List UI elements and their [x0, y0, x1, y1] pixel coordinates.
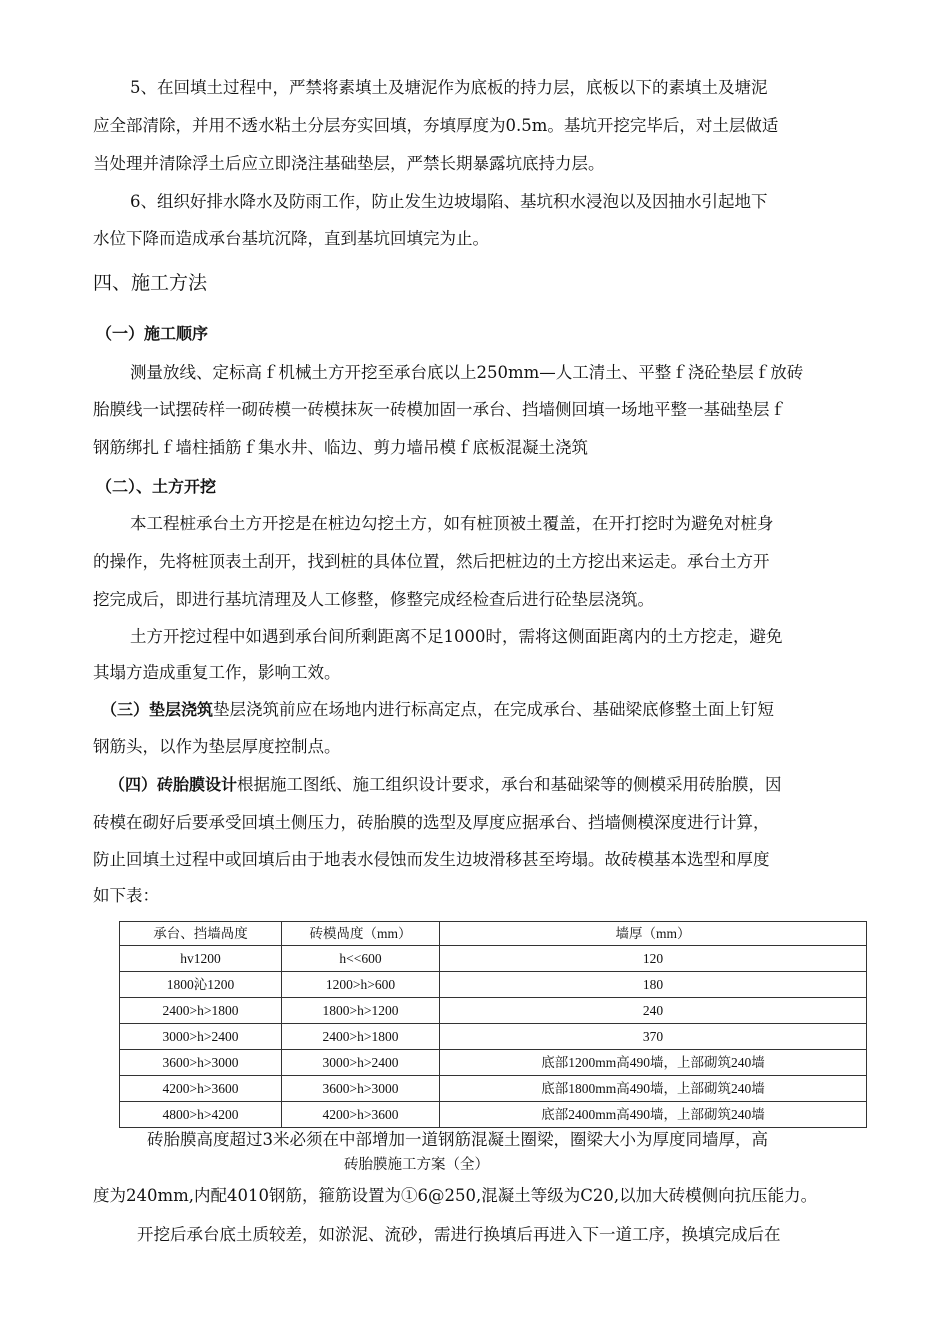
table-header: 砖模咼度（mm）: [282, 922, 440, 946]
table-cell: hv1200: [120, 946, 282, 972]
table-header-row: [120, 922, 867, 946]
table-cell: 180: [440, 972, 867, 998]
table-cell: 2400>h>1800: [282, 1024, 440, 1050]
table-row: [120, 998, 867, 1024]
table-cell: 底部1200mm高490墙，上部砌筑240墙: [440, 1050, 867, 1076]
table-cell: 120: [440, 946, 867, 972]
table-row: [120, 1024, 867, 1050]
sub-heading-3: （三）垫层浇筑: [101, 700, 214, 719]
table-row: [120, 946, 867, 972]
text-line: 水位下降而造成承台基坑沉降，直到基坑回填完为止。: [93, 229, 489, 248]
text-line: 防止回填土过程中或回填后由于地表水侵蚀而发生边坡滑移甚至垮塌。故砖模基本选型和厚度: [93, 850, 770, 869]
text-line: 胎膜线一试摆砖样一砌砖模一砖模抹灰一砖模加固一承台、挡墙侧回填一场地平整一基础垫层ｆ: [93, 400, 786, 419]
text-line: 挖完成后，即进行基坑清理及人工修整，修整完成经检查后进行砼垫层浇筑。: [93, 590, 654, 609]
text-line: 度为240mm,内配4010钢筋，箍筋设置为①6@250,混凝土等级为C20,以加大砖模侧向抗压能力。: [93, 1186, 818, 1205]
paragraph-3: [101, 700, 774, 720]
text-line: 应全部清除，并用不透水粘土分层夯实回填，夯填厚度为0.5m。基坑开挖完毕后，对土层做适: [93, 116, 779, 135]
text-line: 砖胎膜高度超过3米必须在中部增加一道钢筋混凝土圈梁，圈梁大小为厚度同墙厚，高: [147, 1130, 768, 1149]
table-row: [120, 1050, 867, 1076]
text-line: 本工程桩承台土方开挖是在桩边勾挖土方，如有桩顶被土覆盖，在开打挖时为避免对桩身: [130, 514, 774, 533]
table-cell: 3000>h>2400: [282, 1050, 440, 1076]
table-cell: 240: [440, 998, 867, 1024]
table-cell: 370: [440, 1024, 867, 1050]
brick-mold-table: [119, 921, 867, 1128]
table-cell: 3600>h>3000: [120, 1050, 282, 1076]
section-title: 四、施工方法: [93, 272, 208, 294]
table-cell: h<<600: [282, 946, 440, 972]
table-cell: 1200>h>600: [282, 972, 440, 998]
table-cell: 底部1800mm高490墙，上部砌筑240墙: [440, 1076, 867, 1102]
text-line: 6、组织好排水降水及防雨工作，防止发生边坡塌陷、基坑积水浸泡以及因抽水引起地下: [130, 192, 768, 211]
text-line: 测量放线、定标高ｆ机械土方开挖至承台底以上250mm—人工清土、平整ｆ浇砼垫层ｆ放砖: [130, 363, 804, 382]
table-header: 承台、挡墙咼度: [120, 922, 282, 946]
page-footer: 砖胎膜施工方案（全）: [344, 1157, 489, 1173]
text-line: 砖模在砌好后要承受回填土侧压力，砖胎膜的选型及厚度应据承台、挡墙侧模深度进行计算，: [93, 813, 770, 832]
text-line: 土方开挖过程中如遇到承台间所剩距离不足1000时，需将这侧面距离内的土方挖走，避免: [130, 627, 783, 646]
sub-heading-1: （一）施工顺序: [96, 324, 209, 343]
text-line: 5、在回填土过程中，严禁将素填土及塘泥作为底板的持力层，底板以下的素填土及塘泥: [130, 78, 768, 97]
table-cell: 底部2400mm高490墙，上部砌筑240墙: [440, 1102, 867, 1128]
text-line: 钢筋头，以作为垫层厚度控制点。: [93, 737, 341, 756]
table-row: [120, 972, 867, 998]
text-line: 开挖后承台底土质较差，如淤泥、流砂，需进行换填后再进入下一道工序，换填完成后在: [137, 1225, 781, 1244]
text-line: 的操作，先将桩顶表土刮开，找到桩的具体位置，然后把桩边的土方挖出来运走。承台土方开: [93, 552, 770, 571]
paragraph-4: [109, 775, 782, 795]
text-line: 当处理并清除浮土后应立即浇注基础垫层，严禁长期暴露坑底持力层。: [93, 154, 605, 173]
table-cell: 2400>h>1800: [120, 998, 282, 1024]
table-header: 墙厚（mm）: [440, 922, 867, 946]
table-cell: 4800>h>4200: [120, 1102, 282, 1128]
table-cell: 1800>h>1200: [282, 998, 440, 1024]
sub-heading-2: （二）、土方开挖: [96, 477, 217, 496]
table-cell: 4200>h>3600: [282, 1102, 440, 1128]
table-row: [120, 1076, 867, 1102]
text-line: 钢筋绑扎ｆ墙柱插筋ｆ集水井、临边、剪力墙吊模ｆ底板混凝土浇筑: [93, 438, 588, 457]
table-cell: 3000>h>2400: [120, 1024, 282, 1050]
table-cell: 4200>h>3600: [120, 1076, 282, 1102]
text-line: 根据施工图纸、施工组织设计要求，承台和基础梁等的侧模采用砖胎膜，因: [237, 775, 782, 794]
sub-heading-4: （四）砖胎膜设计: [109, 775, 238, 794]
table-cell: 3600>h>3000: [282, 1076, 440, 1102]
text-line: 其塌方造成重复工作，影响工效。: [93, 663, 341, 682]
text-line: 垫层浇筑前应在场地内进行标高定点，在完成承台、基础梁底修整土面上钉短: [213, 700, 775, 719]
table-row: [120, 1102, 867, 1128]
text-line: 如下表：: [93, 886, 159, 905]
table-cell: 1800沁1200: [120, 972, 282, 998]
